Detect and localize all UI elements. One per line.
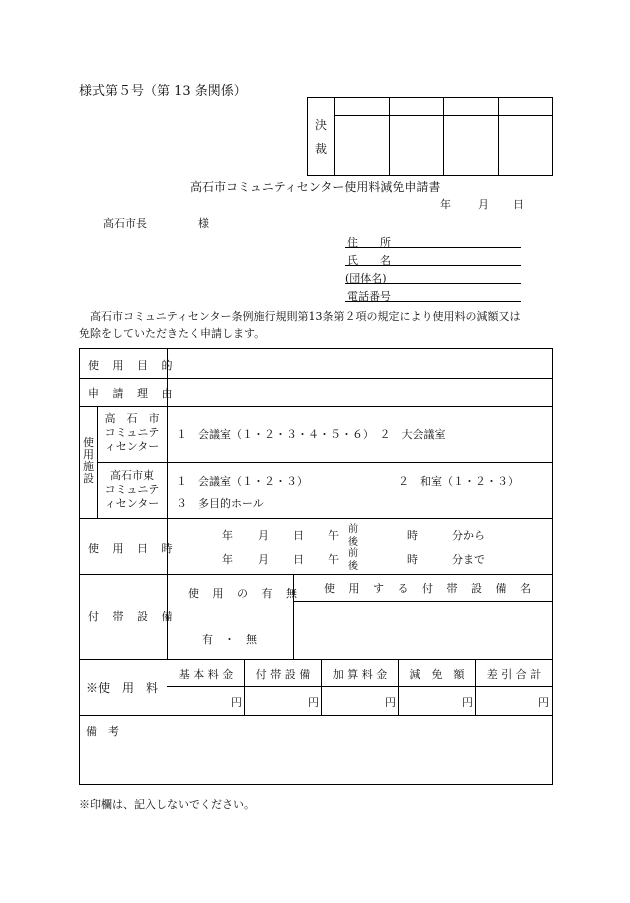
applicant-name-field[interactable] [345, 265, 521, 266]
center1-name-line: 高 石 市 [104, 412, 160, 425]
stamp-cell[interactable] [389, 116, 444, 176]
fee-yen-equipment[interactable]: 円 [308, 696, 319, 709]
purpose-field[interactable] [170, 351, 548, 375]
fee-yen-basic[interactable]: 円 [231, 696, 242, 709]
facility-label-char: 使 [83, 436, 94, 449]
reason-label: 申 請 理 由 [88, 387, 178, 400]
dt-day: 日 [293, 553, 304, 566]
addressee-honorific: 様 [198, 217, 209, 230]
center1-name-line: コミュニテ [104, 426, 160, 439]
applicant-name-label: 氏 名 [347, 254, 391, 267]
remarks-field[interactable] [120, 719, 548, 779]
fee-yen-total[interactable]: 円 [538, 696, 549, 709]
fee-header-surcharge: 加 算 料 金 [332, 668, 388, 681]
purpose-label: 使 用 目 的 [88, 359, 178, 372]
center2-name [99, 469, 165, 511]
fee-label: ※使 用 料 [86, 681, 159, 695]
stamp-cell[interactable] [335, 116, 390, 176]
equipment-names-label: 使 用 す る 付 帯 設 備 名 [324, 582, 536, 595]
fee-header-equipment: 付 帯 設 備 [255, 668, 311, 681]
dt-am[interactable]: 前 [348, 548, 358, 559]
stamp-header-cell[interactable] [498, 98, 553, 116]
applicant-org-field[interactable] [345, 283, 521, 284]
applicant-org-label: (団体名) [345, 272, 387, 285]
center2-name-line: ィセンター [104, 497, 160, 510]
dt-to: 分まで [452, 553, 485, 566]
center1-name-line: ィセンター [104, 440, 160, 453]
dt-gozen: 午 [328, 529, 339, 542]
dt-pm[interactable]: 後 [348, 561, 358, 572]
datetime-label: 使 用 日 時 [88, 542, 178, 555]
center1-name [99, 412, 165, 454]
center2-name-line: コミュニテ [104, 483, 160, 496]
center1-options[interactable]: １ 会議室（１・２・３・４・５・６） ２ 大会議室 [176, 428, 446, 441]
fee-header-reduction: 減 免 額 [409, 668, 465, 681]
date-year: 年 [440, 198, 451, 211]
applicant-address-field[interactable] [345, 247, 521, 248]
facility-label [83, 437, 94, 485]
dt-hour: 時 [407, 529, 418, 542]
form-number: 様式第５号（第 13 条関係） [79, 84, 247, 99]
stamp-header-cell[interactable] [335, 98, 390, 116]
center2-option-meeting[interactable]: １ 会議室（１・２・３） [176, 475, 308, 488]
fee-yen-reduction[interactable]: 円 [462, 696, 473, 709]
body-text-line-1: 高石市コミュニティセンター条例施行規則第13条第２項の規定により使用料の減額又は [90, 310, 521, 323]
fee-yen-surcharge[interactable]: 円 [385, 696, 396, 709]
dt-month: 月 [258, 553, 269, 566]
approval-label-2: 裁 [314, 141, 327, 156]
equipment-yes-no[interactable]: 有 ・ 無 [202, 633, 257, 646]
remarks-label: 備 考 [86, 725, 119, 738]
facility-label-char: 設 [83, 472, 94, 485]
equipment-usage-label: 使 用 の 有 無 [188, 587, 302, 600]
dt-year: 年 [222, 529, 233, 542]
stamp-cell[interactable] [444, 116, 499, 176]
approval-stamp-grid [307, 97, 553, 176]
center2-option-hall[interactable]: ３ 多目的ホール [176, 497, 264, 510]
center2-name-line: 高石市東 [110, 469, 154, 482]
center2-option-japanese-room[interactable]: ２ 和室（１・２・３） [398, 475, 519, 488]
addressee-name: 高石市長 [103, 217, 147, 230]
dt-from: 分から [452, 529, 485, 542]
stamp-header-cell[interactable] [444, 98, 499, 116]
dt-day: 日 [293, 529, 304, 542]
dt-hour: 時 [407, 553, 418, 566]
applicant-phone-label: 電話番号 [347, 290, 391, 303]
applicant-address-label: 住 所 [347, 236, 391, 249]
dt-pm[interactable]: 後 [348, 537, 358, 548]
date-day: 日 [513, 198, 524, 211]
facility-label-char: 用 [83, 448, 94, 461]
approval-label-1: 決 [314, 117, 327, 132]
date-month: 月 [478, 198, 489, 211]
dt-month: 月 [258, 529, 269, 542]
form-title: 高石市コミュニティセンター使用料減免申請書 [190, 180, 441, 194]
fee-header-basic: 基 本 料 金 [178, 668, 234, 681]
stamp-cell[interactable] [498, 116, 553, 176]
dt-am[interactable]: 前 [348, 524, 358, 535]
stamp-header-cell[interactable] [389, 98, 444, 116]
fee-header-total: 差 引 合 計 [486, 668, 542, 681]
facility-label-char: 施 [83, 460, 94, 473]
equipment-label: 付 帯 設 備 [88, 610, 178, 623]
applicant-phone-field[interactable] [345, 301, 521, 302]
application-table [79, 348, 553, 785]
dt-year: 年 [222, 553, 233, 566]
equipment-names-field[interactable] [296, 604, 548, 656]
body-text-line-2: 免除をしていただきたく申請します。 [79, 327, 266, 340]
dt-gozen: 午 [328, 553, 339, 566]
reason-field[interactable] [170, 381, 548, 405]
footer-note: ※印欄は、記入しないでください。 [79, 798, 255, 811]
approval-label [308, 98, 335, 176]
